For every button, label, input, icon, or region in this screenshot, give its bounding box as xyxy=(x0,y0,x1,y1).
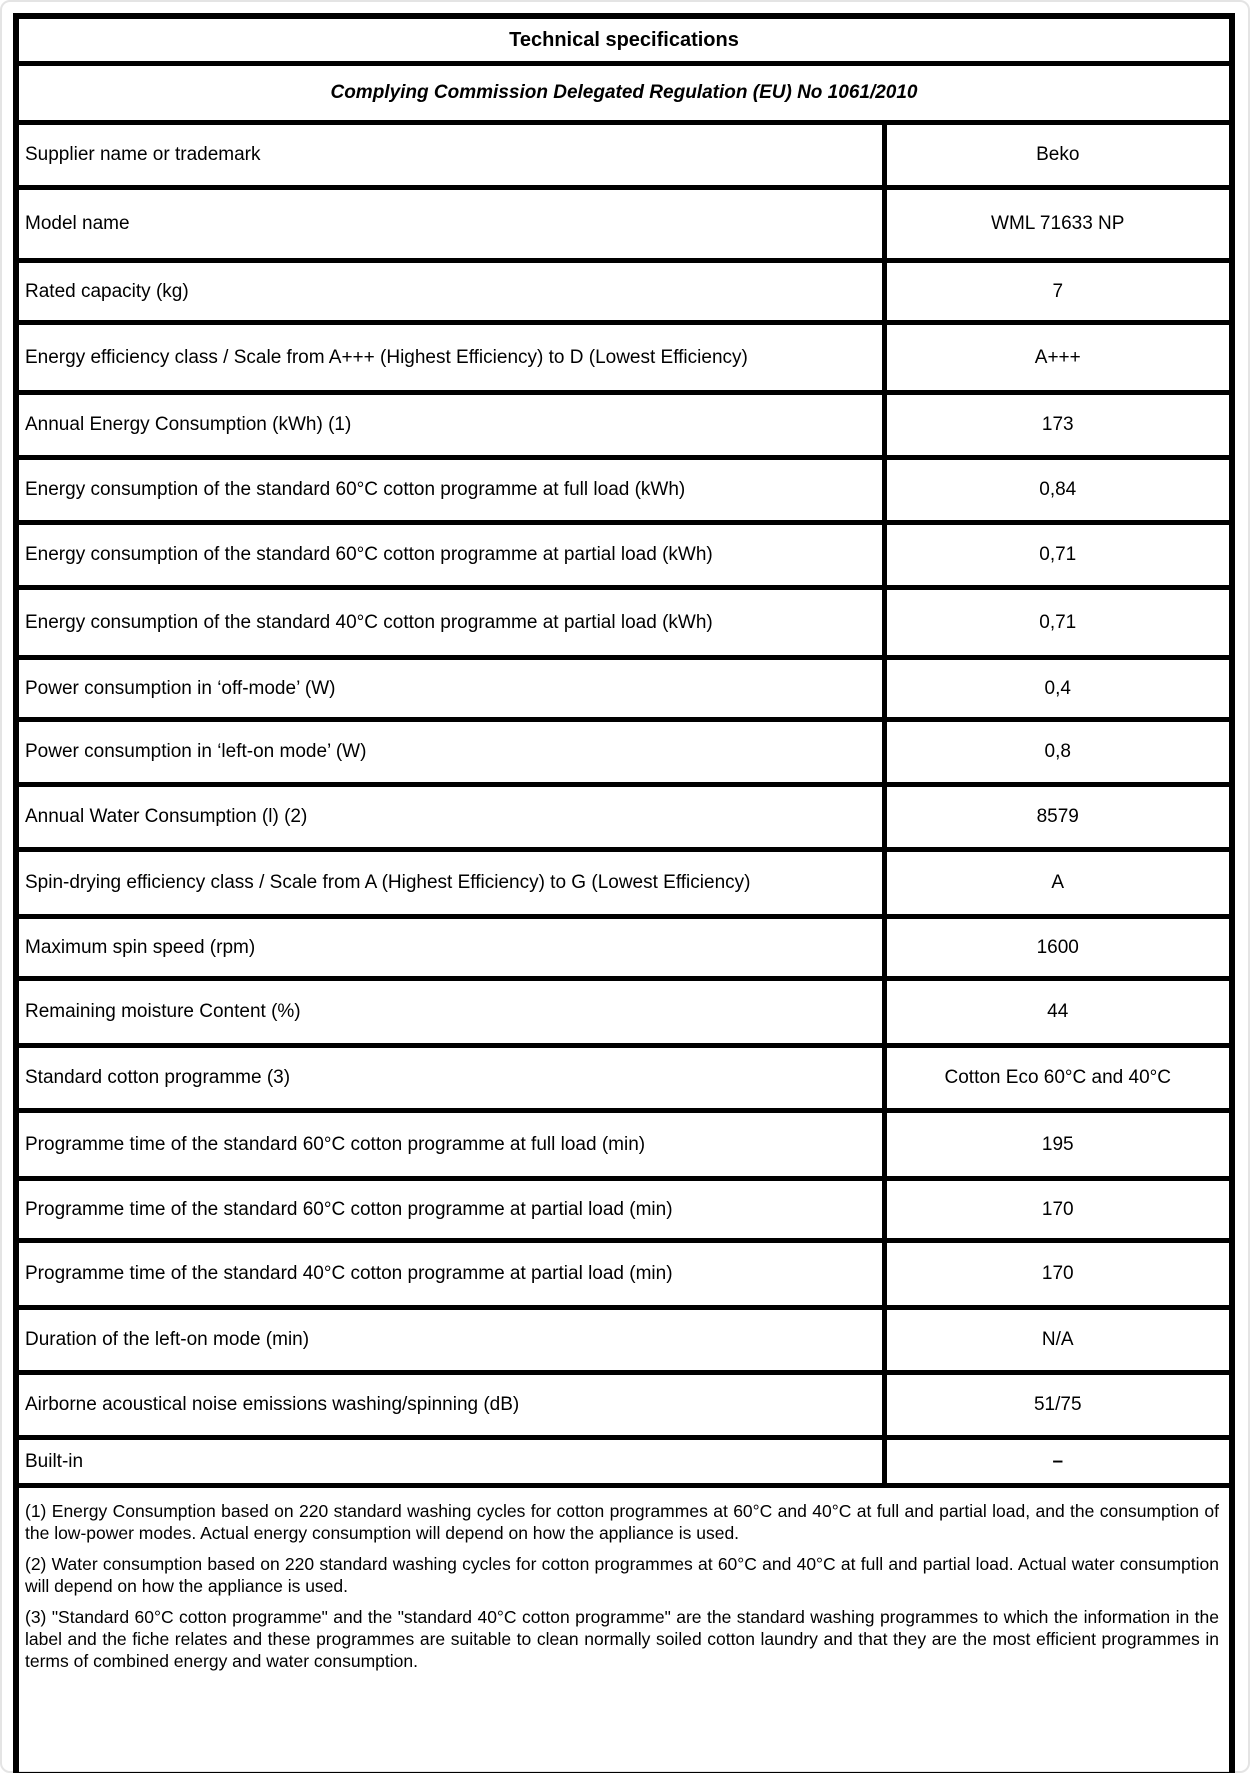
regulation-subtitle: Complying Commission Delegated Regulation (EU) No 1061/2010 xyxy=(16,64,1232,123)
spec-value: 1600 xyxy=(884,917,1232,979)
table-row xyxy=(16,1308,1232,1373)
table-row xyxy=(16,1179,1232,1241)
spec-value: WML 71633 NP xyxy=(884,188,1232,261)
spec-value: 173 xyxy=(884,393,1232,458)
spec-value: 170 xyxy=(884,1241,1232,1308)
spec-label: Programme time of the standard 40°C cotton programme at partial load (min) xyxy=(16,1241,884,1308)
spec-label: Energy consumption of the standard 60°C cotton programme at partial load (kWh) xyxy=(16,523,884,588)
spec-label: Energy efficiency class / Scale from A+++ (Highest Efficiency) to D (Lowest Efficiency) xyxy=(16,323,884,393)
table-row xyxy=(16,123,1232,188)
table-row xyxy=(16,1373,1232,1438)
spec-label: Supplier name or trademark xyxy=(16,123,884,188)
spec-value: 195 xyxy=(884,1111,1232,1179)
footnote-2: (2) Water consumption based on 220 standard washing cycles for cotton programmes at 60°C and 40°C at full and partial load. Actual water consumption will depend on how the appliance is used. xyxy=(25,1553,1219,1597)
table-row xyxy=(16,720,1232,785)
spec-label: Built-in xyxy=(16,1438,884,1486)
spec-value: 0,84 xyxy=(884,458,1232,523)
spec-label: Duration of the left-on mode (min) xyxy=(16,1308,884,1373)
table-row xyxy=(16,523,1232,588)
spec-value: 0,8 xyxy=(884,720,1232,785)
spec-value: A xyxy=(884,850,1232,917)
spec-label: Programme time of the standard 60°C cotton programme at full load (min) xyxy=(16,1111,884,1179)
spec-value: Cotton Eco 60°C and 40°C xyxy=(884,1046,1232,1111)
page-title: Technical specifications xyxy=(16,16,1232,64)
table-row xyxy=(16,1046,1232,1111)
footnote-3: (3) "Standard 60°C cotton programme" and the "standard 40°C cotton programme" are the standard washing programmes to which the information in the label and the fiche relates and these programmes are suitable to clean normally soiled cotton laundry and that they are the most efficient programmes in terms of combined energy and water consumption. xyxy=(25,1606,1219,1672)
spec-label: Standard cotton programme (3) xyxy=(16,1046,884,1111)
spec-value: 44 xyxy=(884,979,1232,1046)
table-row xyxy=(16,588,1232,658)
spec-value: 0,4 xyxy=(884,658,1232,720)
spec-label: Spin-drying efficiency class / Scale from A (Highest Efficiency) to G (Lowest Efficiency) xyxy=(16,850,884,917)
spec-label: Rated capacity (kg) xyxy=(16,261,884,323)
spec-value: N/A xyxy=(884,1308,1232,1373)
table-row xyxy=(16,323,1232,393)
footnotes-cell xyxy=(16,1486,1232,1773)
spec-value: 8579 xyxy=(884,785,1232,850)
table-row xyxy=(16,393,1232,458)
table-row xyxy=(16,850,1232,917)
spec-label: Energy consumption of the standard 40°C cotton programme at partial load (kWh) xyxy=(16,588,884,658)
table-row xyxy=(16,188,1232,261)
table-row xyxy=(16,658,1232,720)
table-row xyxy=(16,261,1232,323)
table-subtitle-row xyxy=(16,64,1232,123)
spec-label: Maximum spin speed (rpm) xyxy=(16,917,884,979)
spec-value: 7 xyxy=(884,261,1232,323)
spec-value: 0,71 xyxy=(884,588,1232,658)
table-title-row xyxy=(16,16,1232,64)
footnote-1: (1) Energy Consumption based on 220 standard washing cycles for cotton programmes at 60°C and 40°C at full and partial load, and the consumption of the low-power modes. Actual energy consumption will depend on how the appliance is used. xyxy=(25,1501,1219,1544)
table-row xyxy=(16,917,1232,979)
spec-value: A+++ xyxy=(884,323,1232,393)
footnotes-row xyxy=(16,1486,1232,1773)
spec-label: Programme time of the standard 60°C cotton programme at partial load (min) xyxy=(16,1179,884,1241)
spec-label: Remaining moisture Content (%) xyxy=(16,979,884,1046)
spec-label: Power consumption in ‘off-mode’ (W) xyxy=(16,658,884,720)
table-row xyxy=(16,1111,1232,1179)
spec-label: Power consumption in ‘left-on mode’ (W) xyxy=(16,720,884,785)
table-row xyxy=(16,1241,1232,1308)
technical-specifications-table xyxy=(13,13,1235,1773)
spec-label: Annual Energy Consumption (kWh) (1) xyxy=(16,393,884,458)
spec-value: 170 xyxy=(884,1179,1232,1241)
spec-label: Energy consumption of the standard 60°C cotton programme at full load (kWh) xyxy=(16,458,884,523)
table-row xyxy=(16,1438,1232,1486)
table-row xyxy=(16,458,1232,523)
spec-value: 51/75 xyxy=(884,1373,1232,1438)
spec-label: Annual Water Consumption (l) (2) xyxy=(16,785,884,850)
table-row xyxy=(16,979,1232,1046)
spec-label: Model name xyxy=(16,188,884,261)
table-row xyxy=(16,785,1232,850)
spec-value: 0,71 xyxy=(884,523,1232,588)
spec-value: – xyxy=(884,1438,1232,1486)
spec-label: Airborne acoustical noise emissions washing/spinning (dB) xyxy=(16,1373,884,1438)
spec-value: Beko xyxy=(884,123,1232,188)
